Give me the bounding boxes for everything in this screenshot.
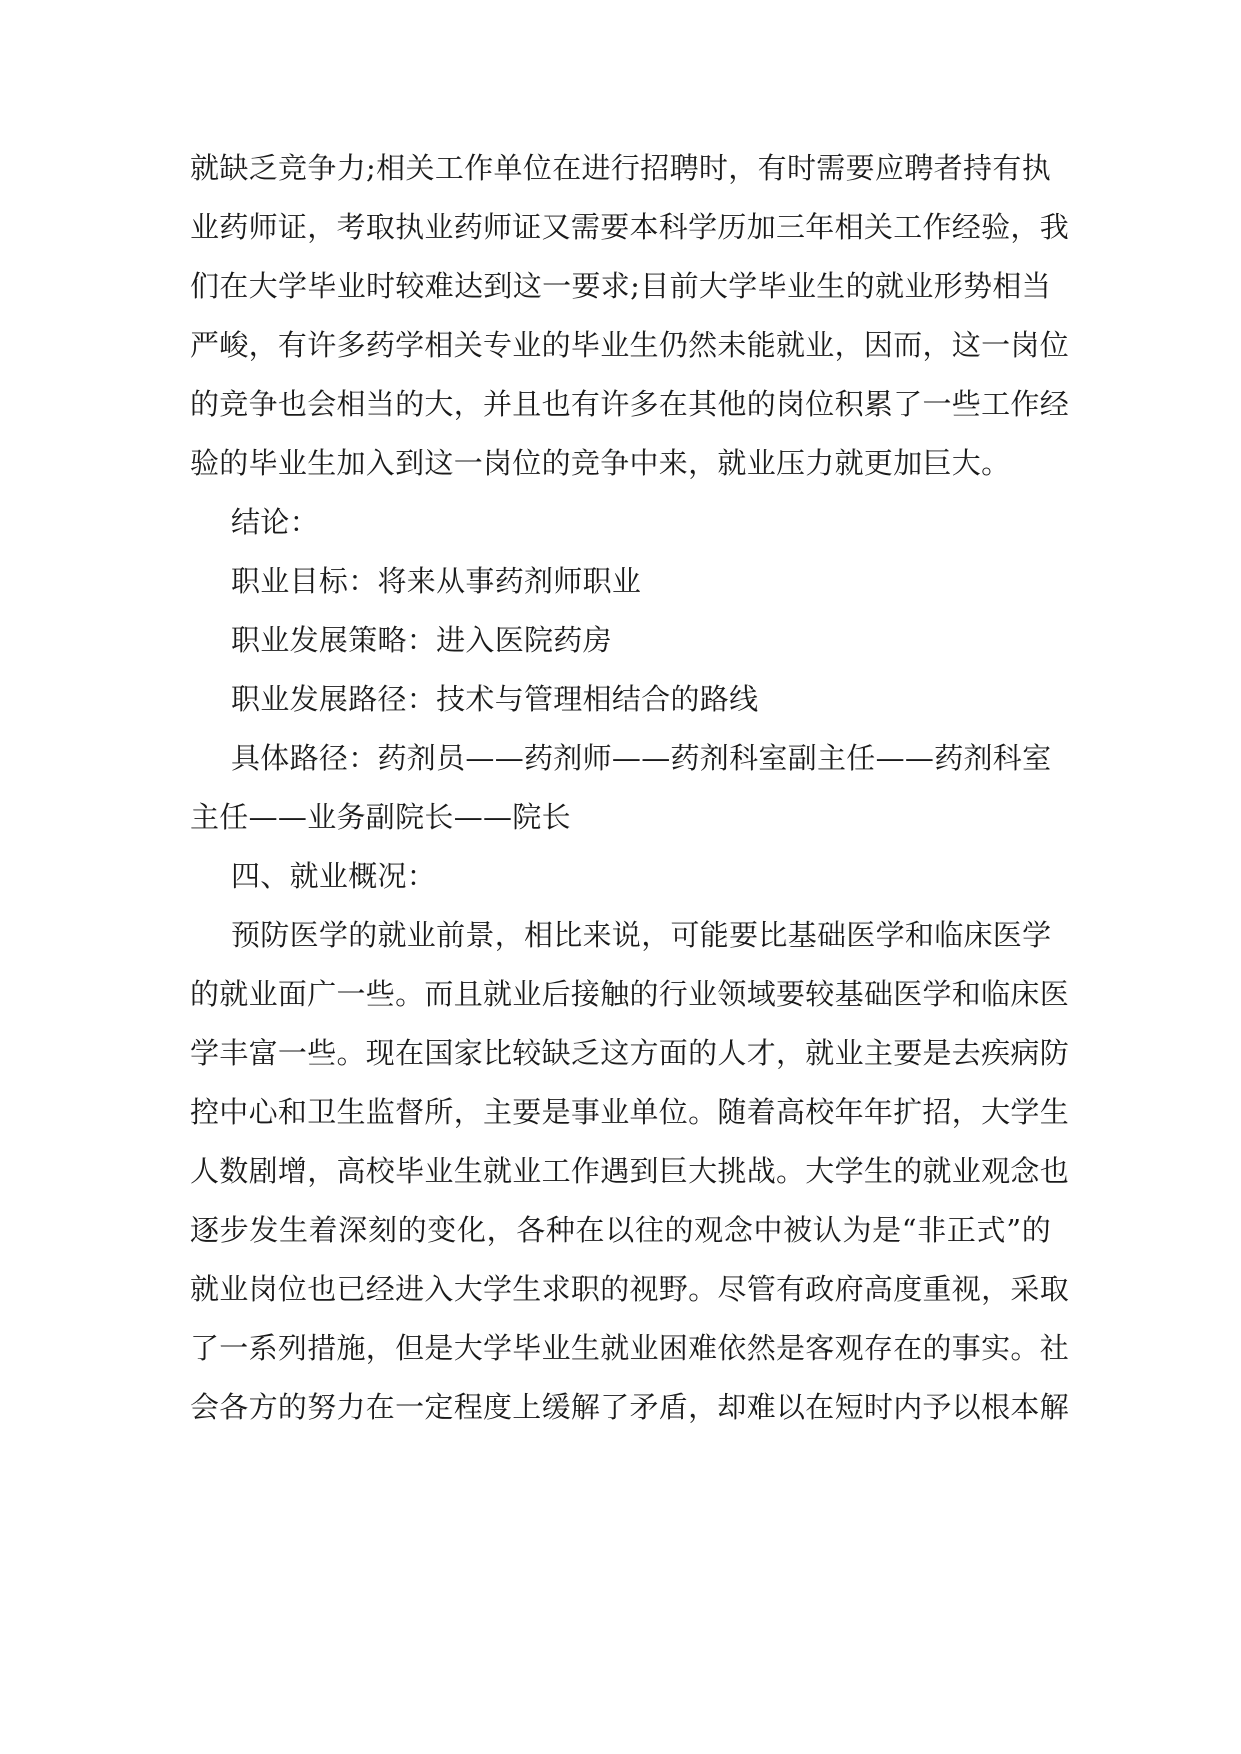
paragraph-line: 就业岗位也已经进入大学生求职的视野。尽管有政府高度重视，采取 bbox=[190, 1272, 1070, 1306]
paragraph-line: 的就业面广一些。而且就业后接触的行业领域要较基础医学和临床医 bbox=[190, 977, 1070, 1011]
paragraph-line: 就缺乏竞争力;相关工作单位在进行招聘时，有时需要应聘者持有执 bbox=[190, 151, 1051, 185]
paragraph-line: 验的毕业生加入到这一岗位的竞争中来，就业压力就更加巨大。 bbox=[190, 446, 1011, 480]
paragraph-line: 的竞争也会相当的大，并且也有许多在其他的岗位积累了一些工作经 bbox=[190, 387, 1070, 421]
paragraph-line: 逐步发生着深刻的变化，各种在以往的观念中被认为是“非正式”的 bbox=[190, 1213, 1051, 1247]
paragraph-line: 学丰富一些。现在国家比较缺乏这方面的人才，就业主要是去疾病防 bbox=[190, 1036, 1070, 1070]
section-heading: 四、就业概况： bbox=[231, 859, 437, 893]
paragraph-line: 会各方的努力在一定程度上缓解了矛盾，却难以在短时内予以根本解 bbox=[190, 1390, 1070, 1424]
paragraph-line: 人数剧增，高校毕业生就业工作遇到巨大挑战。大学生的就业观念也 bbox=[190, 1154, 1070, 1188]
paragraph-line: 业药师证，考取执业药师证又需要本科学历加三年相关工作经验，我 bbox=[190, 210, 1070, 244]
paragraph-line: 控中心和卫生监督所，主要是事业单位。随着高校年年扩招，大学生 bbox=[190, 1095, 1070, 1129]
paragraph-line: 严峻，有许多药学相关专业的毕业生仍然未能就业，因而，这一岗位 bbox=[190, 328, 1070, 362]
paragraph-line: 主任——业务副院长——院长 bbox=[190, 800, 571, 834]
paragraph-line: 职业目标：将来从事药剂师职业 bbox=[231, 564, 642, 598]
paragraph-line: 预防医学的就业前景，相比来说，可能要比基础医学和临床医学 bbox=[231, 918, 1052, 952]
paragraph-line: 具体路径：药剂员——药剂师——药剂科室副主任——药剂科室 bbox=[231, 741, 1052, 775]
paragraph-line: 职业发展路径：技术与管理相结合的路线 bbox=[231, 682, 759, 716]
paragraph-line: 了一系列措施，但是大学毕业生就业困难依然是客观存在的事实。社 bbox=[190, 1331, 1070, 1365]
section-heading: 结论： bbox=[231, 505, 319, 539]
paragraph-line: 职业发展策略：进入医院药房 bbox=[231, 623, 612, 657]
paragraph-line: 们在大学毕业时较难达到这一要求;目前大学毕业生的就业形势相当 bbox=[190, 269, 1051, 303]
